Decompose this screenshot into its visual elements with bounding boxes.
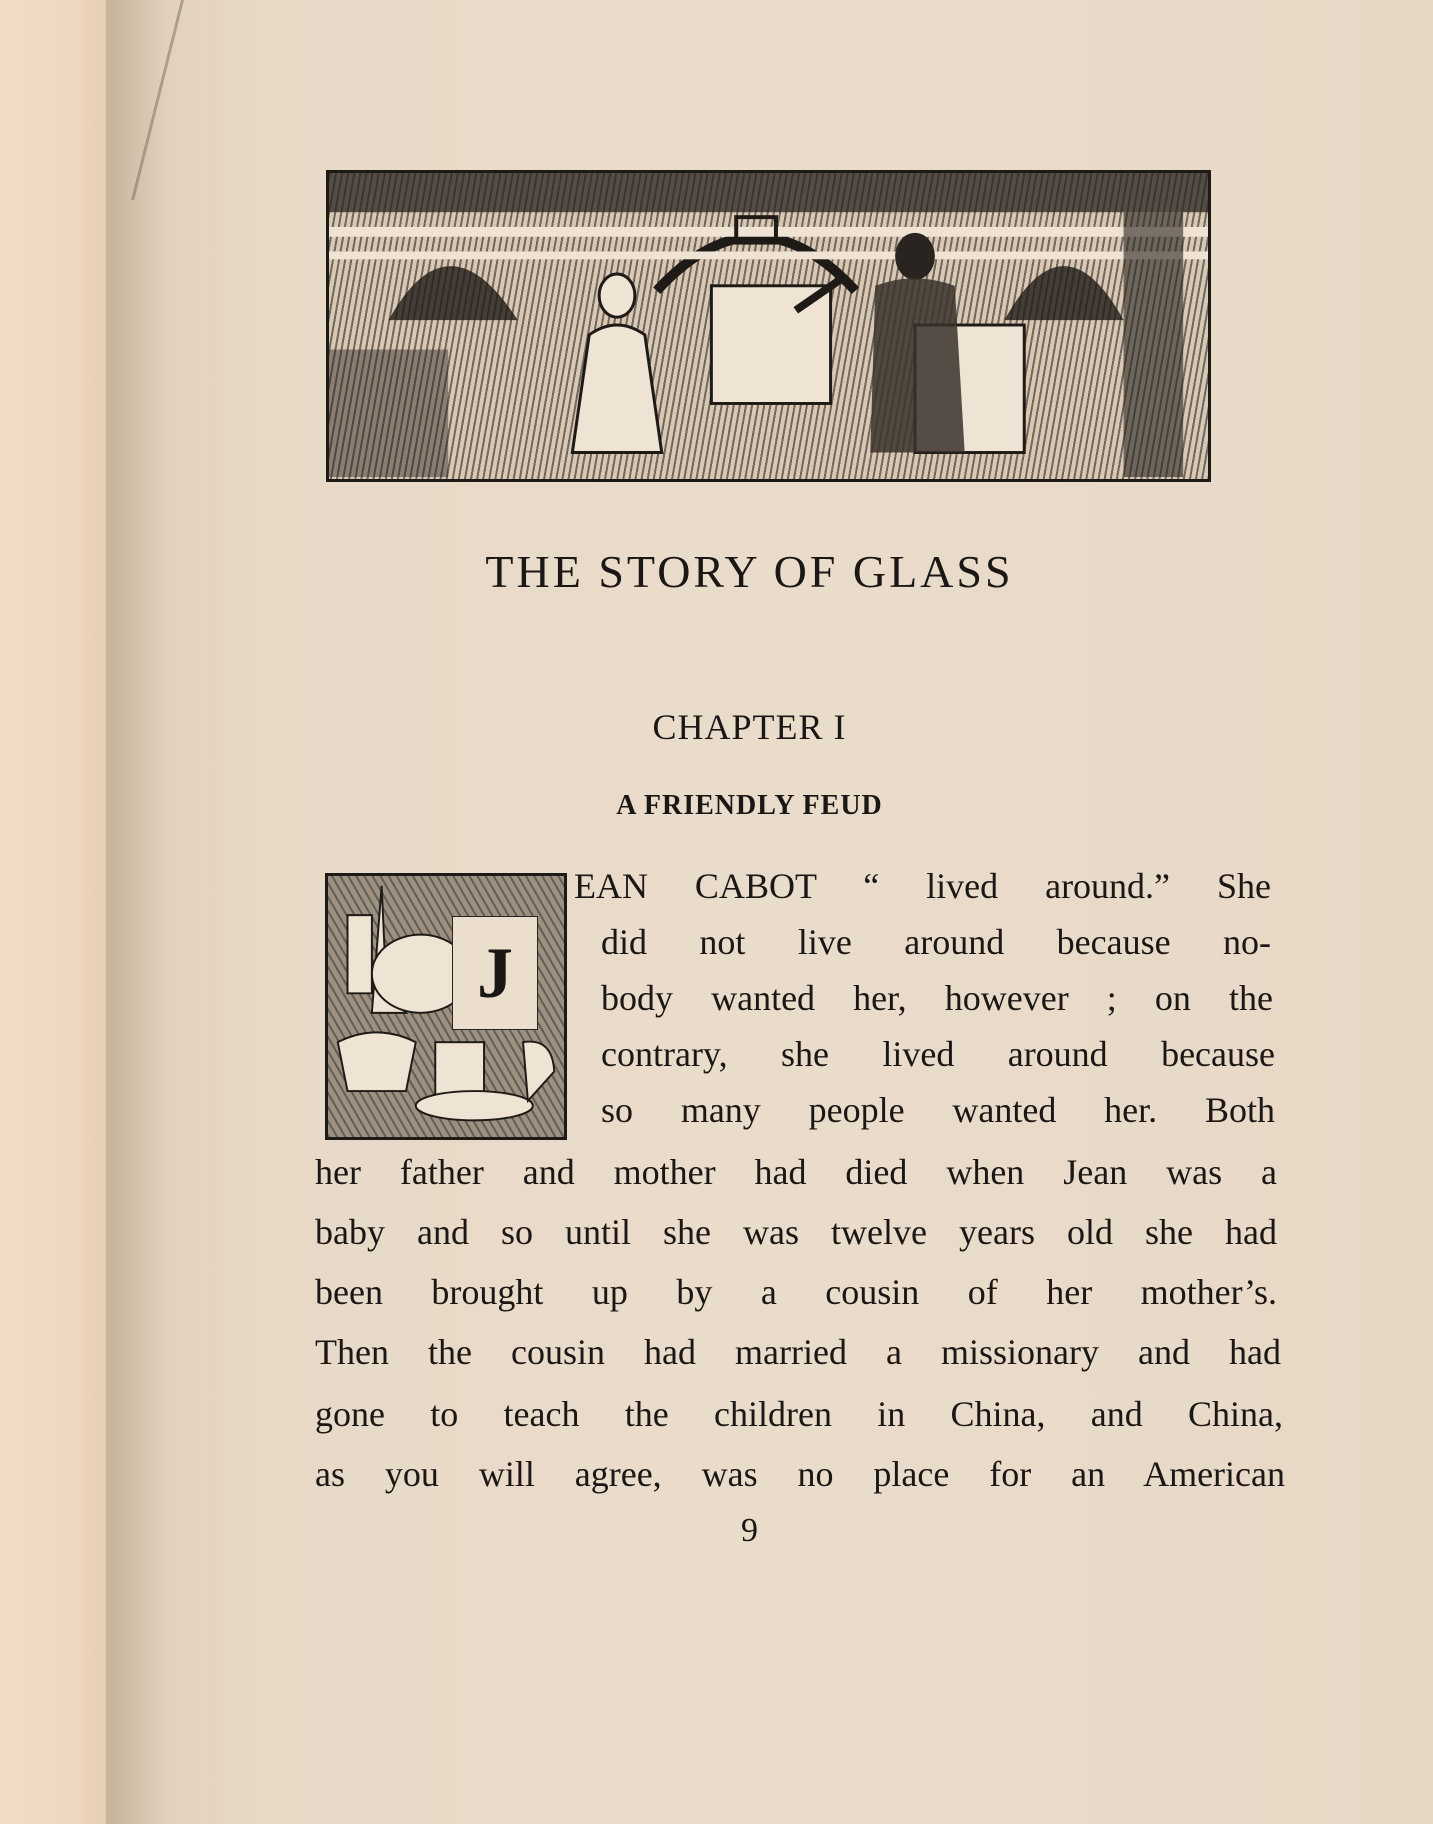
- page-number: 9: [741, 1512, 758, 1549]
- facing-page-edge: [0, 0, 106, 1824]
- body-line: EAN CABOT “ lived around.” She: [574, 866, 1271, 906]
- gutter-shadow: [106, 0, 166, 1824]
- dropcap-letter: J: [477, 933, 513, 1013]
- dropcap-letter-box: [452, 916, 538, 1030]
- body-line: body wanted her, however ; on the: [601, 978, 1273, 1018]
- glassworks-woodcut-icon: [329, 173, 1208, 479]
- book-page: [106, 0, 1433, 1824]
- body-line: gone to teach the children in China, and China,: [315, 1394, 1283, 1434]
- body-line: been brought up by a cousin of her mother’s.: [315, 1272, 1277, 1312]
- body-line: contrary, she lived around because: [601, 1034, 1275, 1074]
- body-line: did not live around because no-: [601, 922, 1271, 962]
- chapter-heading: CHAPTER I: [652, 707, 847, 747]
- body-line: as you will agree, was no place for an American: [315, 1454, 1285, 1494]
- body-line: baby and so until she was twelve years old she had: [315, 1212, 1277, 1252]
- body-line: Then the cousin had married a missionary and had: [315, 1332, 1281, 1372]
- body-line: her father and mother had died when Jean was a: [315, 1152, 1277, 1192]
- chapter-title: A FRIENDLY FEUD: [616, 790, 883, 821]
- header-illustration: [326, 170, 1211, 482]
- dropcap-illustration: [325, 873, 567, 1140]
- book-title: THE STORY OF GLASS: [485, 546, 1014, 597]
- body-line: so many people wanted her. Both: [601, 1090, 1275, 1130]
